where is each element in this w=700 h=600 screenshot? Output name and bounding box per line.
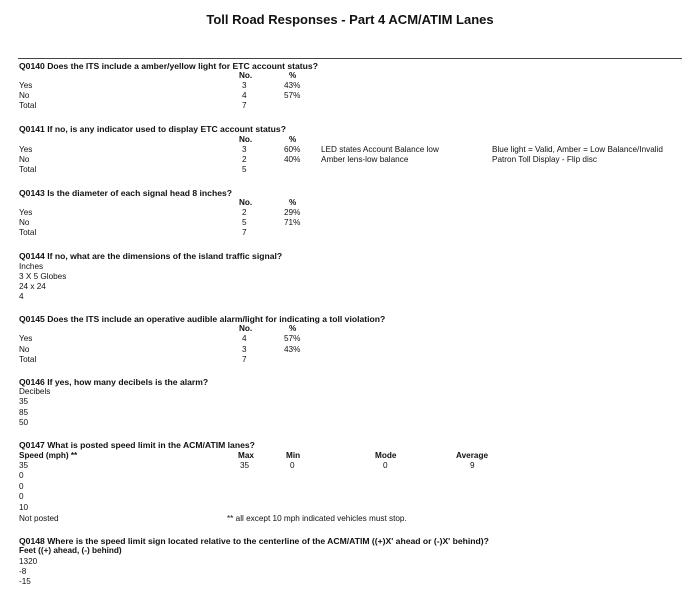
q0141-row-count: 2 <box>242 155 247 164</box>
q0147-answer: 0 <box>19 482 24 491</box>
q0146-answer: Decibels <box>19 387 51 396</box>
q0147-header-mode: Mode <box>375 451 397 460</box>
q0146-question: Q0146 If yes, how many decibels is the alarm? <box>19 377 209 387</box>
q0145-row-count: 3 <box>242 345 247 354</box>
q0140-row-pct: 57% <box>284 91 301 100</box>
q0147-question: Q0147 What is posted speed limit in the ACM/ATIM lanes? <box>19 440 255 450</box>
q0144-answer: 3 X 5 Globes <box>19 272 67 281</box>
q0147-answer: Not posted <box>19 514 59 523</box>
q0147-average-value: 9 <box>470 461 475 470</box>
q0141-header-pct: % <box>289 135 297 144</box>
q0147-max-value: 35 <box>240 461 250 470</box>
q0141-header-no: No. <box>239 135 253 144</box>
q0147-mode-value: 0 <box>383 461 388 470</box>
q0147-answer: 0 <box>19 471 24 480</box>
q0145-row-label: No <box>19 345 30 354</box>
q0148-answer: 1320 <box>19 557 38 566</box>
q0148-answer: -8 <box>19 567 27 576</box>
q0148-question: Q0148 Where is the speed limit sign located relative to the centerline of the ACM/ATIM ((+)X' ahead or (-)X' behind)? <box>19 536 489 546</box>
q0144-question: Q0144 If no, what are the dimensions of the island traffic signal? <box>19 251 283 261</box>
q0147-header-max: Max <box>238 451 254 460</box>
q0141-comment: Patron Toll Display - Flip disc <box>492 155 597 164</box>
q0143-header-no: No. <box>239 198 253 207</box>
q0143-row-count: 7 <box>242 228 247 237</box>
q0146-answer: 85 <box>19 408 29 417</box>
q0141-row-label: Yes <box>19 145 33 154</box>
header-rule <box>18 58 682 59</box>
q0143-row-pct: 71% <box>284 218 301 227</box>
q0146-answer: 35 <box>19 397 29 406</box>
q0145-header-pct: % <box>289 324 297 333</box>
q0145-row-count: 7 <box>242 355 247 364</box>
q0141-comment: Amber lens-low balance <box>321 155 409 164</box>
q0148-answer: -15 <box>19 577 31 586</box>
q0147-answer: 10 <box>19 503 29 512</box>
q0141-row-pct: 40% <box>284 155 301 164</box>
q0140-row-count: 7 <box>242 101 247 110</box>
q0145-row-label: Yes <box>19 334 33 343</box>
q0140-header-pct: % <box>289 71 297 80</box>
q0143-question: Q0143 Is the diameter of each signal head 8 inches? <box>19 188 233 198</box>
q0143-header-pct: % <box>289 198 297 207</box>
q0147-header-min: Min <box>286 451 301 460</box>
q0147-header-speed: Speed (mph) ** <box>19 451 78 460</box>
q0146-answer: 50 <box>19 418 29 427</box>
q0145-header-no: No. <box>239 324 253 333</box>
q0143-row-pct: 29% <box>284 208 301 217</box>
q0144-answer: Inches <box>19 262 44 271</box>
q0143-row-label: Yes <box>19 208 33 217</box>
q0147-answer: 35 <box>19 461 29 470</box>
q0145-row-count: 4 <box>242 334 247 343</box>
q0140-row-label: No <box>19 91 30 100</box>
q0148-header-feet: Feet ((+) ahead, (-) behind) <box>19 546 122 555</box>
q0141-row-label: No <box>19 155 30 164</box>
q0147-footnote: ** all except 10 mph indicated vehicles must stop. <box>227 514 407 523</box>
q0143-row-count: 2 <box>242 208 247 217</box>
q0145-row-label: Total <box>19 355 37 364</box>
q0145-row-pct: 43% <box>284 345 301 354</box>
q0145-question: Q0145 Does the ITS include an operative audible alarm/light for indicating a toll violation? <box>19 314 386 324</box>
q0143-row-label: No <box>19 218 30 227</box>
q0141-row-count: 3 <box>242 145 247 154</box>
q0144-answer: 24 x 24 <box>19 282 46 291</box>
q0147-min-value: 0 <box>290 461 295 470</box>
q0141-row-label: Total <box>19 165 37 174</box>
q0140-row-label: Total <box>19 101 37 110</box>
q0145-row-pct: 57% <box>284 334 301 343</box>
q0140-row-pct: 43% <box>284 81 301 90</box>
q0141-comment: Blue light = Valid, Amber = Low Balance/Invalid <box>492 145 663 154</box>
q0144-answer: 4 <box>19 292 24 301</box>
q0141-comment: LED states Account Balance low <box>321 145 439 154</box>
q0147-answer: 0 <box>19 492 24 501</box>
q0141-row-count: 5 <box>242 165 247 174</box>
q0140-row-count: 4 <box>242 91 247 100</box>
q0143-row-count: 5 <box>242 218 247 227</box>
q0143-row-label: Total <box>19 228 37 237</box>
q0140-question: Q0140 Does the ITS include a amber/yellow light for ETC account status? <box>19 61 318 71</box>
q0147-header-average: Average <box>456 451 489 460</box>
q0140-header-no: No. <box>239 71 253 80</box>
page-title: Toll Road Responses - Part 4 ACM/ATIM Lanes <box>206 12 494 27</box>
q0141-row-pct: 60% <box>284 145 301 154</box>
q0141-question: Q0141 If no, is any indicator used to display ETC account status? <box>19 124 286 134</box>
q0140-row-count: 3 <box>242 81 247 90</box>
q0140-row-label: Yes <box>19 81 33 90</box>
